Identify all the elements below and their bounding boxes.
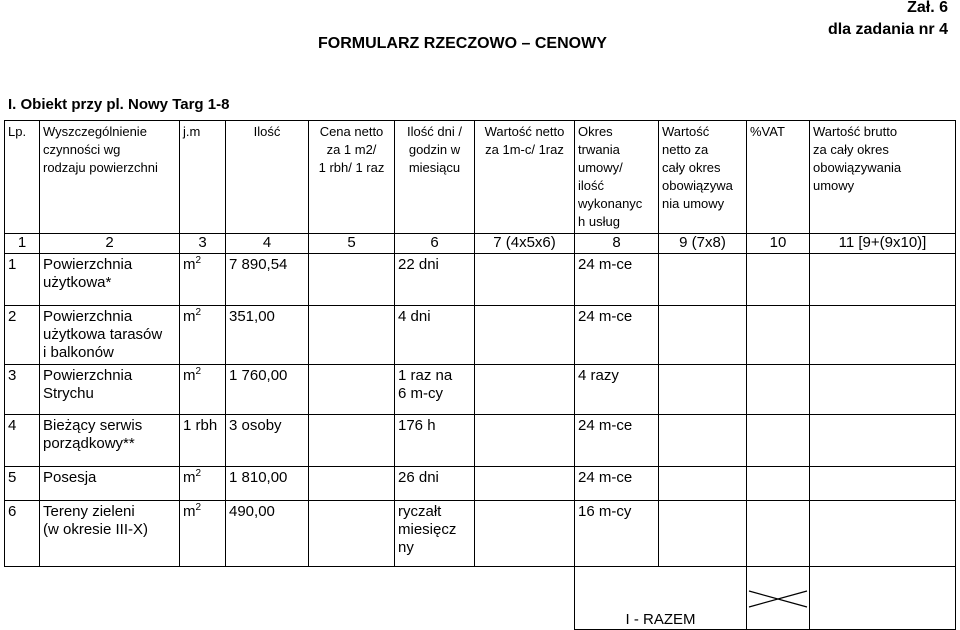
row-days: 1 raz na 6 m-cy — [395, 365, 475, 415]
row-period: 16 m-cy — [575, 501, 659, 567]
table-row — [5, 365, 956, 415]
row-quantity: 3 osoby — [226, 415, 309, 467]
price-form-table — [4, 120, 956, 630]
row-value-period[interactable] — [659, 365, 747, 415]
row-name: Powierzchnia użytkowa* — [40, 254, 180, 306]
row-lp: 2 — [5, 306, 40, 365]
row-lp: 6 — [5, 501, 40, 567]
row-value[interactable] — [475, 365, 575, 415]
row-price[interactable] — [309, 306, 395, 365]
row-value[interactable] — [475, 306, 575, 365]
row-period: 24 m-ce — [575, 254, 659, 306]
row-unit: $m^2$ — [180, 365, 226, 415]
total-gross[interactable] — [810, 567, 956, 630]
row-days: 22 dni — [395, 254, 475, 306]
row-period: 24 m-ce — [575, 415, 659, 467]
column-number: 4 — [226, 234, 309, 254]
header-cell: Okres trwania umowy/ ilość wykonanyc h usług — [575, 121, 659, 234]
row-vat[interactable] — [747, 415, 810, 467]
attachment-label — [828, 0, 948, 41]
row-quantity: 351,00 — [226, 306, 309, 365]
row-unit: $m^2$ — [180, 467, 226, 501]
row-lp: 4 — [5, 415, 40, 467]
header-cell: %VAT — [747, 121, 810, 234]
column-number: 11 [9+(9x10)] — [810, 234, 956, 254]
row-gross[interactable] — [810, 467, 956, 501]
row-days: 4 dni — [395, 306, 475, 365]
table-row — [5, 254, 956, 306]
row-value-period[interactable] — [659, 415, 747, 467]
row-value-period[interactable] — [659, 254, 747, 306]
row-vat[interactable] — [747, 501, 810, 567]
row-period: 24 m-ce — [575, 306, 659, 365]
row-vat[interactable] — [747, 467, 810, 501]
row-vat[interactable] — [747, 365, 810, 415]
row-unit: $m^2$ — [180, 254, 226, 306]
column-number: 10 — [747, 234, 810, 254]
row-quantity: 7 890,54 — [226, 254, 309, 306]
row-value[interactable] — [475, 467, 575, 501]
row-vat[interactable] — [747, 306, 810, 365]
row-unit: $m^2$ — [180, 306, 226, 365]
row-value-period[interactable] — [659, 306, 747, 365]
table-row — [5, 415, 956, 467]
row-gross[interactable] — [810, 365, 956, 415]
form-title: FORMULARZ RZECZOWO – CENOWY — [318, 35, 607, 52]
object-heading: I. Obiekt przy pl. Nowy Targ 1-8 — [8, 96, 230, 113]
total-label: I - RAZEM — [575, 567, 747, 630]
row-lp: 1 — [5, 254, 40, 306]
row-vat[interactable] — [747, 254, 810, 306]
column-number: 2 — [40, 234, 180, 254]
row-name: Powierzchnia użytkowa tarasów i balkonów — [40, 306, 180, 365]
row-name: Posesja — [40, 467, 180, 501]
table-row — [5, 306, 956, 365]
attachment-task: dla zadania nr 4 — [827, 21, 948, 38]
header-cell: Cena netto za 1 m2/ 1 rbh/ 1 raz — [309, 121, 395, 234]
row-period: 4 razy — [575, 365, 659, 415]
row-gross[interactable] — [810, 254, 956, 306]
column-number: 3 — [180, 234, 226, 254]
header-cell: Wartość netto za 1m-c/ 1raz — [475, 121, 575, 234]
row-gross[interactable] — [810, 306, 956, 365]
row-period: 24 m-ce — [575, 467, 659, 501]
total-blank — [5, 567, 575, 630]
row-price[interactable] — [309, 254, 395, 306]
column-number-row — [5, 234, 956, 254]
row-price[interactable] — [309, 415, 395, 467]
row-value[interactable] — [475, 254, 575, 306]
row-gross[interactable] — [810, 501, 956, 567]
row-quantity: 490,00 — [226, 501, 309, 567]
header-cell: Ilość dni / godzin w miesiącu — [395, 121, 475, 234]
row-lp: 5 — [5, 467, 40, 501]
header-row — [5, 121, 956, 234]
row-unit: 1 rbh — [180, 415, 226, 467]
column-number: 5 — [309, 234, 395, 254]
table-row — [5, 467, 956, 501]
table-row — [5, 501, 956, 567]
row-name: Bieżący serwis porządkowy** — [40, 415, 180, 467]
header-cell: Ilość — [226, 121, 309, 234]
column-number: 8 — [575, 234, 659, 254]
row-value[interactable] — [475, 501, 575, 567]
column-number: 9 (7x8) — [659, 234, 747, 254]
header-cell: Lp. — [5, 121, 40, 234]
attachment-number: Zał. 6 — [907, 0, 948, 16]
row-quantity: 1 810,00 — [226, 467, 309, 501]
column-number: 6 — [395, 234, 475, 254]
row-value[interactable] — [475, 415, 575, 467]
total-row — [5, 567, 956, 630]
header-cell: j.m — [180, 121, 226, 234]
header-cell: Wyszczególnienie czynności wg rodzaju powierzchni — [40, 121, 180, 234]
row-name: Tereny zieleni (w okresie III-X) — [40, 501, 180, 567]
row-gross[interactable] — [810, 415, 956, 467]
header-cell: Wartość netto za cały okres obowiązywa nia umowy — [659, 121, 747, 234]
cross-out-icon — [747, 585, 809, 611]
column-number: 7 (4x5x6) — [475, 234, 575, 254]
column-number: 1 — [5, 234, 40, 254]
row-quantity: 1 760,00 — [226, 365, 309, 415]
row-price[interactable] — [309, 501, 395, 567]
row-lp: 3 — [5, 365, 40, 415]
vat-crossed-cell — [747, 567, 810, 630]
row-price[interactable] — [309, 365, 395, 415]
row-name: Powierzchnia Strychu — [40, 365, 180, 415]
row-days: 26 dni — [395, 467, 475, 501]
row-unit: $m^2$ — [180, 501, 226, 567]
row-value-period[interactable] — [659, 467, 747, 501]
row-value-period[interactable] — [659, 501, 747, 567]
row-days: 176 h — [395, 415, 475, 467]
header-cell: Wartość brutto za cały okres obowiązywania umowy — [810, 121, 956, 234]
row-days: ryczałt miesięcz ny — [395, 501, 475, 567]
row-price[interactable] — [309, 467, 395, 501]
